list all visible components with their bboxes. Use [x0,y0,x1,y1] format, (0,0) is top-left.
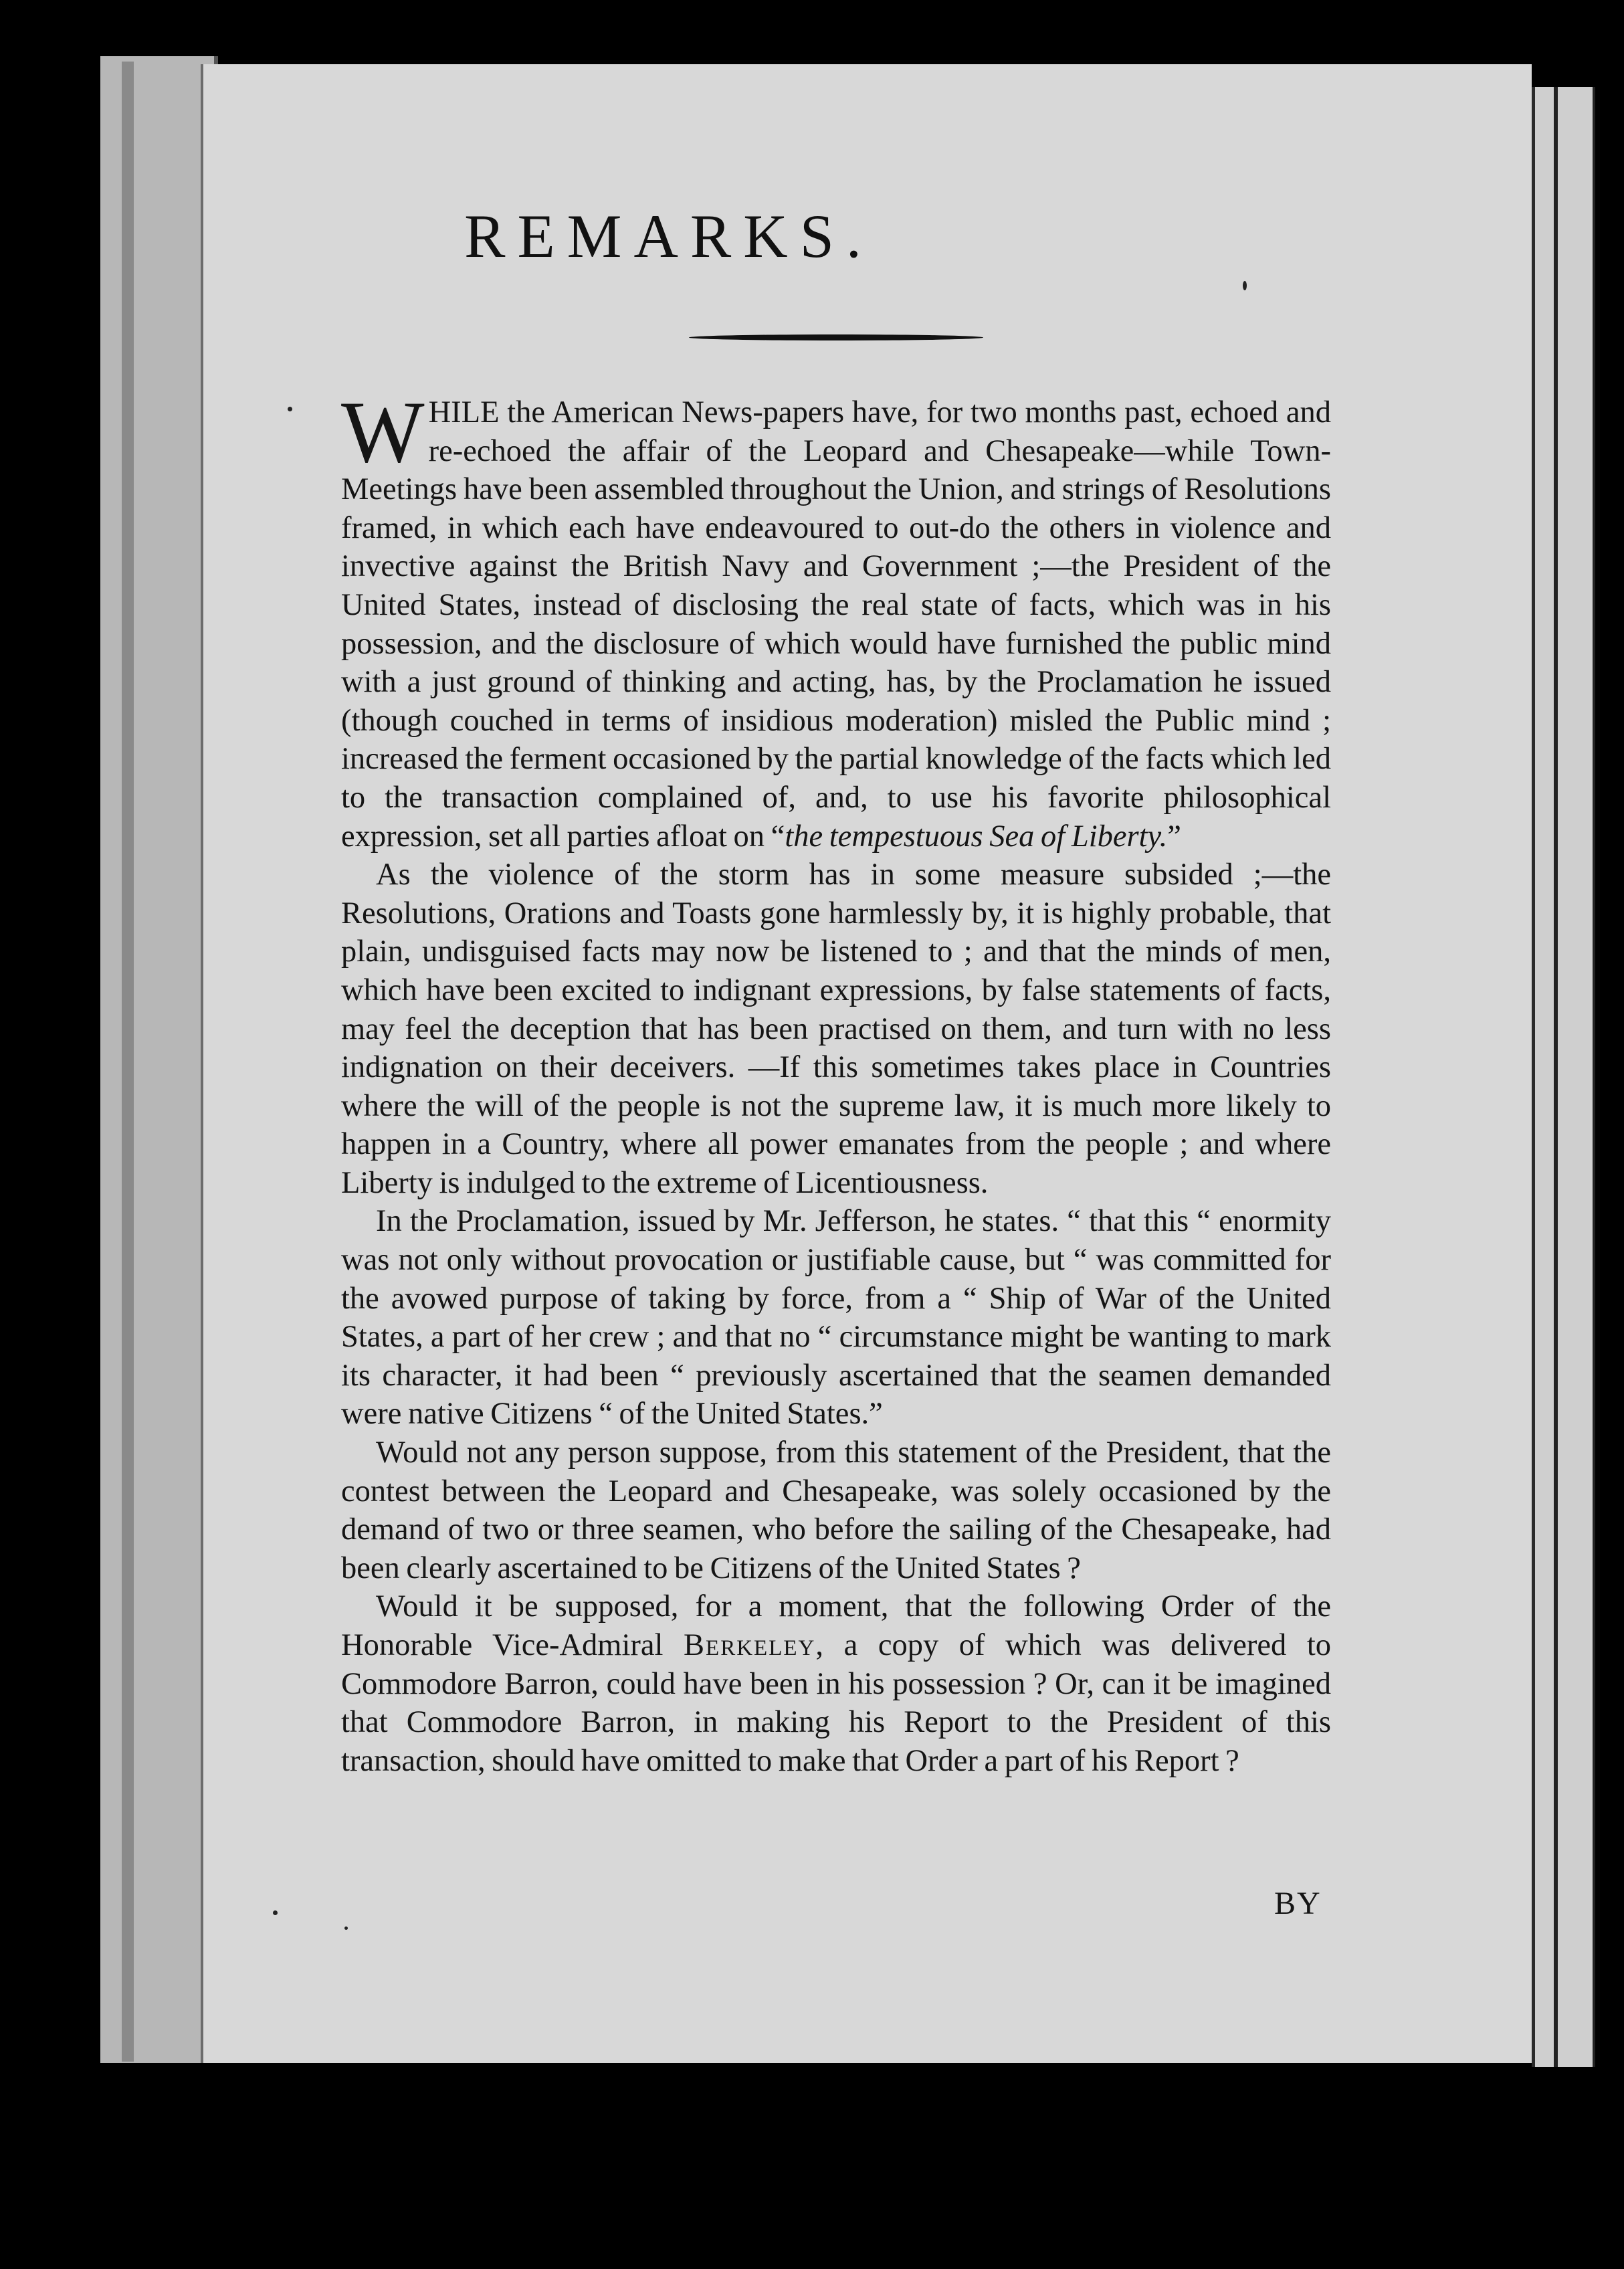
document-body [341,383,1331,1780]
paragraph-1-closing-quote: ” [1167,819,1181,854]
admiral-name: Berkeley [684,1628,816,1662]
ink-speck [273,1910,278,1915]
paragraph-5-text-a: Would it be supposed, for a moment, that the following Order of the Honorable Vice-Admiral [341,1589,1331,1662]
adjacent-page-edge [1532,87,1595,2067]
page-title: REMARKS. [464,202,874,270]
drop-cap: W [341,383,425,481]
paragraph-2: As the violence of the storm has in some measure subsided ;—the Resolutions, Orations and Toasts gone harmlessly by, it is highly probable, that plain, undisguised facts may now be listened to ; and that the minds of men, which have been excited to indignant expressions, by false statements of facts, may feel the deception that has been practised on them, and turn with no less indignation on their deceivers. —If this sometimes takes place in Countries where the will of the people is not the supreme law, it is much more likely to happen in a Country, where all power emanates from the people ; and where Liberty is indulged to the extreme of Licentiousness. [341,858,1331,1200]
paragraph-3: In the Proclamation, issued by Mr. Jefferson, he states. “ that this “ enormity was not only without provocation or justifiable cause, but “ was committed for the avowed purpose of taking by force, from a “ Ship of War of the United States, a part of her crew ; and that no “ circumstance might be wanting to mark its character, it had been “ previously ascertained that the seamen demanded were native Citizens “ of the United States.” [341,1204,1331,1432]
paragraph-5-text-b: , a copy of which was delivered to Commodore Barron, could have been in his possession ? Or, can it be imagined that Commodore Barron, in making his Report to the President of this transaction, should have omitted to make that Order a part of his Report ? [341,1628,1331,1778]
catchword: BY [1274,1886,1322,1921]
ink-speck [344,1927,348,1930]
ink-speck [1243,281,1247,290]
paragraph-1-italic: the tempestuous Sea of Liberty. [785,819,1168,854]
page-fold-line [1554,87,1558,2067]
title-rule [689,334,983,340]
ink-speck [288,407,292,411]
paragraph-4: Would not any person suppose, from this statement of the President, that the contest between the Leopard and Chesapeake, was solely occasioned by the demand of two or three seamen, who before the sailing of the Chesapeake, had been clearly ascertained to be Citizens of the United States ? [341,1436,1331,1585]
paragraph-1-text: HILE the American News-papers have, for two months past, echoed and re-echoed the affair of the Leopard and Chesapeake—while Town-Meetings have been assembled throughout the Union, and strings of Resolutions framed, in which each have endeavoured to out-do the others in violence and invective against the British Navy and Government ;—the President of the United States, instead of disclosing the real state of facts, which was in his possession, and the disclosure of which would have furnished the public mind with a just ground of thinking and acting, has, by the Proclamation he issued (though couched in terms of insidious moderation) misled the Public mind ; increased the ferment occasioned by the partial knowledge of the facts which led to the transaction complained of, and, to use his favorite philosophical expression, set all parties afloat on “ [341,395,1331,854]
paragraph-5 [341,1587,1331,1780]
paragraph-1 [341,383,1331,856]
book-spine-shadow [122,62,134,2062]
